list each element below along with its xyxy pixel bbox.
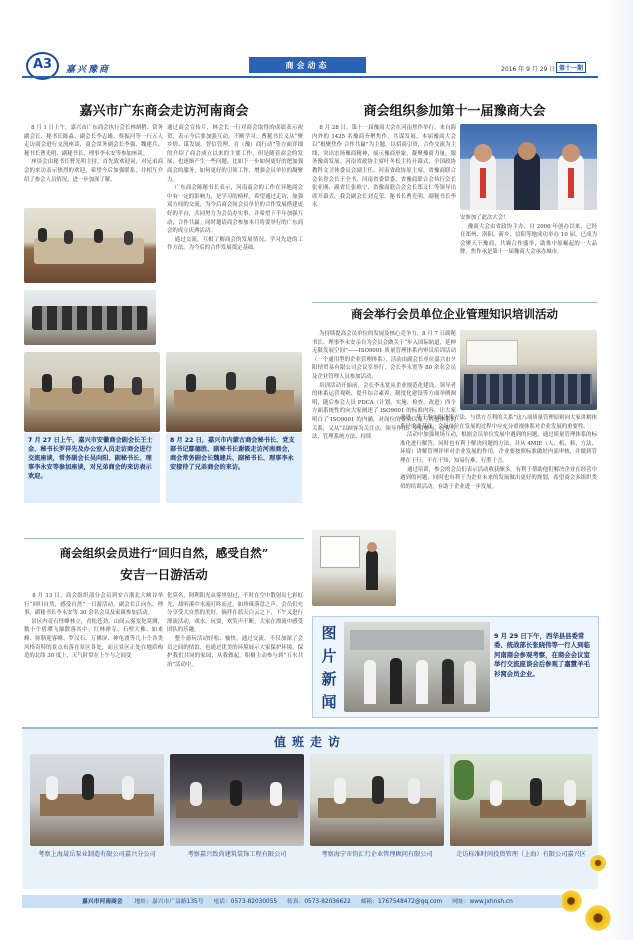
meeting-photo (24, 208, 156, 283)
article-training-col1: 为持续提高会员单位的发展及核心竞争力，8 月 7 日副秘书长、理事李永安亲自为会员会做关于“步入国际轨道，延伸无限发展空间”——ISO9001 质量管理体系内审员培训活动（一个通用型的企业管理体系），活动由副会长单位嘉兴市夕阳情贸易有限公司会议室举行，会长李永宽等 80 余名会员及企业管理人员参加活动。 培训活动开始前，会长李永宽从企业规范化建设、领导者的体系运营观则、提升综合素养、制度化建设等方面举例阐明，随后参会人员 PDCA（计划、实施、检查、改进）四个方面系统性的向大家阐述了 ISO9001 的标准内容，让大家明白了 ISO9001 的内涵，对岗位的要求以及与其他体系的关系，又从“以顾客为关注点、领导作用、全员参与、过程方法、管理系统方法、持续 (312, 331, 456, 441)
photo-news-caption: 9 月 29 日下午，西华县县委常委、统战部长张晓伟等一行人到临河南商会参观考察，在商会会议室举行交流座谈会后参观了嘉慧羊毛衫窝会员企业。 (494, 632, 590, 678)
footer-org: 嘉兴市河南商会 (82, 899, 123, 905)
footer-fax-label: 传真： (286, 899, 305, 905)
duty-visit-photo (310, 754, 444, 846)
footer-address: 嘉兴市广益路135号 (151, 899, 204, 905)
factory-visit-photo (344, 622, 490, 712)
group-photo (24, 290, 156, 345)
issue-date: 2016 年 9 月 29 日 (501, 66, 556, 73)
article-anji-col1: 8 月 13 日，商会组织部分会员到安吉浙北大峡谷举行“回归自然，感受自然”一日游活动，副会长江向东、理事、副秘书长李永安等 30 余名会员及家属参加活动。 景区内奇石怪峰林立，青松苍劲，山间云雾变化莫测，数十个碧潭飞瀑散落其中；红林禅寺、石壁大佛、如来峰、弥勒迎客峰、罗汉石、万佛屏、神龟渡等几十个各类风格奇特的景点布落在景区各处，而且景区正处在地质构造的北纬 30 度上，天气时常在上午与之间变 (24, 593, 163, 660)
footer-phone-label: 电话： (213, 899, 231, 905)
page-header (0, 0, 633, 80)
footer-address-label: 地址： (134, 899, 152, 905)
duty-visit-caption: 考察海宁市钧汇行企业管理顾问有限公司 (321, 851, 433, 858)
article-training-title: 商会举行会员单位企业管理知识培训活动 (351, 307, 558, 321)
brand-logo: 嘉兴豫商 (66, 65, 111, 75)
caption-anhui-visit: 7 月 27 日上午，嘉兴市安徽商会副会长王士金、秘书长罗祥先及办公室人员走访商会进行交流座谈，常务副会长吴向阳、副秘书长、理事李永安等参加座谈，对兄弟商会的来访表示欢迎。 (28, 437, 153, 480)
photo-news-heading-char: 闻 (321, 693, 337, 711)
duty-visit-photo (170, 754, 304, 846)
anhui-visit-photo (24, 352, 160, 432)
duty-visit-caption: 走访标准时间投资管理（上海）有限公司嘉兴区 (456, 851, 586, 858)
duty-visit-caption: 考察上海晟岳泵业制造有限公司嘉兴分公司 (38, 851, 156, 858)
article-anji-title-line2: 安吉一日游活动 (120, 567, 208, 582)
header-rule (22, 76, 598, 78)
training-session-photo (460, 330, 597, 410)
issue-number: 第十一期 (556, 62, 586, 73)
article-guangdong-col1: 8 月 1 日上午，嘉兴市广东商会执行会长林炳稍、常务副会长、秘书长陈淼、副会长李志雄、蔡振河等一行五人走访商会进行交流座谈，商会常务副会长李强、魏建兵、秘书长曹光明、副秘书长、理事李永安等参加座谈。 座谈会由秘书长曹光明主持，首先致欢迎词，对兄弟商会的来访表示热烈的欢迎，希望今后加强联系，并相互介绍了参会人员情况，进一步加深了解。 (24, 125, 163, 183)
photo-news-heading-char: 片 (321, 647, 337, 665)
divider (312, 302, 597, 303)
footer-fax: 0573-82036622 (304, 899, 351, 905)
photo-news-heading-char: 新 (321, 670, 337, 688)
duty-visit-photo (30, 754, 164, 846)
article-guangdong-col2: 通过商会宣传片，林会长一行对商会取得的成绩表示祝贺，表示今后要加强互动，不断学习。曹秘书长又从“聚乡情、谋发展、智信管理、育（豫）商行动”等方面详细的介绍了商会成立以来的主要工作，但是随着商会的发展，也逐渐产生一些问题，比如下一步如何更好的把加强商会的服务，如何更好的引领工作，增强会员单位的凝聚力。 广东商会陈秘书长表示，河南商会的工作在异地商会中有一定的影响力，是学习的榜样，希望通过走访，加强双方间的交流，为今后商会间会员单位的合作发展搭建更好的平台，共同努力为会员办实事，并希望下半年加强互动，合作共赢。同时邀请商会参加本月将要举行的广东商会的成立庆典活动。 通过交流，互相了解商会的发展情况，学习先进的工作方法，为今后的合作发展奠定基础。 (167, 125, 303, 252)
conference-photo (460, 124, 597, 210)
duty-visit-photo (450, 754, 592, 846)
article-yushang-col1: 8 月 28 日，第十一届豫商大会在河南焦作举行，来自海内外的 1425 名豫商齐聚焦作，共谋发展。本届豫商大会以“根聚焦作 合作共赢”为主题，以招商引资，合作交流为主线，突出宏扬豫商精神，展示豫商形象，凝聚豫商力量，服务豫商发展。河南省政协主席叶冬松主持开幕式，全国政协教科文卫体委员会副主任、河南省政协原主席、省豫商联合会名誉会长王全书，河南省委常委、省豫商联合会执行会长张亚刚、副省长张维宁、省豫商联合会会长郑义仁等领导出席开幕式。我会副会长刘克荣、秘书长曹光明、副秘书长李永 (312, 125, 456, 209)
footer-email-label: 邮箱： (360, 899, 378, 905)
flower-decoration (585, 905, 611, 931)
photo-news-heading-char: 图 (321, 624, 337, 642)
duty-visit-title: 值班走访 (273, 735, 346, 749)
inner-mongolia-visit-photo (166, 352, 302, 432)
article-anji-col2: 化莫名，阿利阳光从雾里射过，不时在空中散射出七彩虹光，却听溪中水流叮咚而过，如珍珠落盘之声。会员们充分享受大自然的美好，摘拌在蓝天白云之下，下午又进行漂流活动，戏水、玩耍，欢笑声不断，大家在漂流中感受团队的乐趣。 整个游玩活动轻松、愉快，通过交流，不仅加深了会员之间的情谊，也通过优美的环境展示大家保护环境，保护我们共同的家园，从我做起，积极主动参与到“五水共治”活动中。 (167, 593, 303, 668)
footer-website: www.jxhnsh.cn (469, 899, 513, 905)
article-guangdong-title: 嘉兴市广东商会走访河南商会 (79, 104, 249, 119)
decorative-strip (605, 0, 633, 940)
footer (82, 897, 562, 908)
article-anji-title-line1: 商会组织会员进行“回归自然，感受自然” (59, 546, 269, 560)
footer-website-label: 网址： (452, 899, 470, 905)
lecture-photo (312, 530, 396, 606)
page-number: A3 (32, 57, 53, 72)
article-yushang-title: 商会组织参加第十一届豫商大会 (363, 104, 546, 119)
footer-email: 1767548472@qq.com (377, 899, 443, 905)
article-training-col2: 改进、基于事实的决策方法、与供方互利的关系”这八项质量管理原则向大家讲解体系是重要基础，会员单位在发展的过程中应充分重视体系对企业发展的重要性。 活动中加强现场互动，根据会员单位发展中遇到的问题，通过质量管理体系的标准化进行解答，同时也有利于解决问题的方法，并从 4MIE（人、机、料、方法、环境）讲解管理评审对企业发展的作用，企业要按照标准做好内部审核，并做到管理在于行，不在于知，知易行难，行胜于言。 通过培训，参会的会员们表示活动收获颇多，有利于帮助他们解决企业在经营中遇到的问题，同时也有利于为企业未来的发展做出更好的规划，希望商会多组织类似的培训活动，有助于企业进一步发展。 (400, 415, 597, 490)
caption-inner-mongolia-visit: 8 月 22 日，嘉兴市内蒙古商会秘书长、党支部书记鄢德胜、副秘书长谢筱走访河南商会，商会常务副会长魏建兵、副秘书长、理事李永安接待了兄弟商会的来访。 (170, 437, 295, 471)
flower-decoration (560, 890, 582, 912)
duty-visit-caption: 考察嘉兴致尚建筑装饰工程有限公司 (187, 851, 287, 858)
footer-phone: 0573-82030055 (230, 899, 278, 905)
section-title: 商会动态 (285, 61, 330, 70)
photo-news-heading (318, 622, 340, 714)
article-yushang-col2: 安参加了此次大会！ 豫商大会由省政协主办，自 2006 年创办以来，已经在郑州、洛阳、新乡、信阳等地成功举办 10 届，已成为会聚天下豫商，共襄合作盛举，助推中原崛起的一大品牌，焦作承是第十一届豫商大会承办城市。 (460, 215, 597, 256)
divider (24, 538, 304, 539)
flower-decoration (590, 855, 606, 871)
